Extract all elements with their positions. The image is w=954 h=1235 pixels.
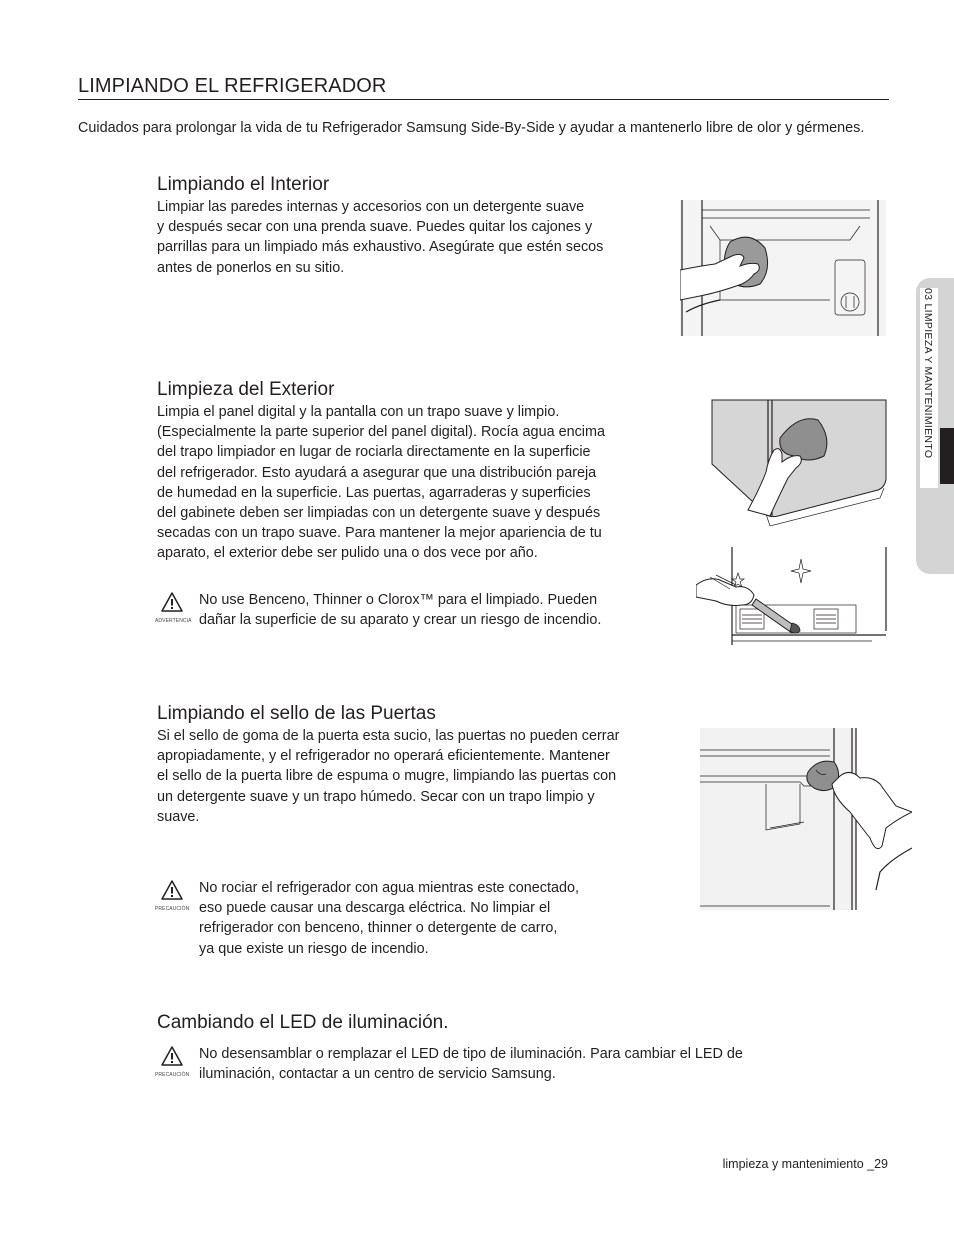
caution-triangle-icon (161, 1046, 183, 1066)
seal-heading: Limpiando el sello de las Puertas (157, 703, 436, 724)
caution-line: eso puede causar una descarga eléctrica. No limpiar el (199, 900, 551, 917)
caution-triangle-icon (161, 880, 183, 900)
led-caution-line: iluminación, contactar a un centro de servicio Samsung. (199, 1066, 556, 1083)
interior-heading: Limpiando el Interior (157, 174, 330, 195)
interior-cleaning-illustration (680, 200, 886, 336)
exterior-line: secadas con un trapo suave. Para mantener la mejor apariencia de tu (157, 525, 602, 542)
intro-text: Cuidados para prolongar la vida de tu Refrigerador Samsung Side-By-Side y ayudar a mantenerlo libre de olor y gérmenes. (78, 120, 865, 136)
led-caution-badge (155, 1046, 189, 1078)
exterior-line: aparato, el exterior debe ser pulido una o dos vece por año. (157, 545, 538, 562)
exterior-body (157, 402, 657, 564)
led-heading: Cambiando el LED de iluminación. (157, 1012, 449, 1033)
exterior-line: (Especialmente la parte superior del panel digital). Rocía agua encima (157, 424, 605, 441)
door-seal-cleaning-illustration (700, 728, 912, 910)
chapter-label-bg (920, 288, 938, 488)
seal-line: el sello de la puerta libre de espuma o mugre, limpiando las puertas con (157, 768, 617, 785)
seal-line: suave. (157, 808, 200, 825)
led-caution-caption: PRECAUCIÓN (155, 1072, 190, 1078)
led-caution-line: No desensamblar o remplazar el LED de tipo de iluminación. Para cambiar el LED de (199, 1046, 743, 1062)
exterior-cleaning-illustration (708, 398, 888, 528)
warning-line: dañar la superficie de su aparato y crear un riesgo de incendio. (199, 612, 602, 629)
vent-cleaning-illustration (696, 545, 888, 645)
exterior-line: del refrigerador. Esto ayudará a asegurar que una distribución pareja (157, 464, 597, 481)
warning-caption: ADVERTENCIA (155, 618, 192, 624)
caution-text (199, 878, 649, 959)
caution-line: ya que existe un riesgo de incendio. (199, 940, 429, 957)
caution-caption: PRECAUCIÓN (155, 906, 190, 912)
caution-line: refrigerador con benceno, thinner o detergente de carro, (199, 920, 558, 937)
seal-line: un detergente suave y un trapo húmedo. Secar con un trapo limpio y (157, 788, 595, 805)
led-caution-text (199, 1044, 819, 1084)
chapter-label: 03 LIMPIEZA Y MANTENIMIENTO (922, 288, 934, 459)
interior-line: antes de ponerlos en su sitio. (157, 259, 345, 276)
exterior-line: del trapo limpiador en lugar de rociarla directamente en la superficie (157, 444, 591, 461)
exterior-line: del gabinete deben ser limpiadas con un detergente suave y después (157, 505, 601, 522)
seal-line: apropiadamente, y el refrigerador no operará eficientemente. Mantener (157, 748, 610, 765)
interior-line: y después secar con una prenda suave. Puedes quitar los cajones y (157, 219, 593, 236)
chapter-marker (940, 428, 954, 484)
exterior-line: Limpia el panel digital y la pantalla con un trapo suave y limpio. (157, 404, 560, 420)
page-title: LIMPIANDO EL REFRIGERADOR (78, 73, 889, 100)
interior-line: Limpiar las paredes internas y accesorios con un detergente suave (157, 199, 585, 215)
interior-body (157, 197, 657, 278)
warning-triangle-icon (161, 592, 183, 612)
caution-badge (155, 880, 189, 912)
warning-line: No use Benceno, Thinner o Clorox™ para el limpiado. Pueden (199, 592, 598, 608)
seal-body (157, 726, 677, 827)
seal-line: Si el sello de goma de la puerta esta sucio, las puertas no pueden cerrar (157, 728, 620, 744)
page-footer: limpieza y mantenimiento _29 (722, 1157, 888, 1171)
warning-badge (155, 592, 192, 624)
warning-text (199, 590, 649, 630)
interior-line: parrillas para un limpiado más exhaustivo. Asegúrate que estén secos (157, 239, 604, 256)
caution-line: No rociar el refrigerador con agua mientras este conectado, (199, 880, 579, 896)
exterior-line: de humedad en la superficie. Las puertas, agarraderas y superficies (157, 484, 591, 501)
exterior-heading: Limpieza del Exterior (157, 379, 335, 400)
